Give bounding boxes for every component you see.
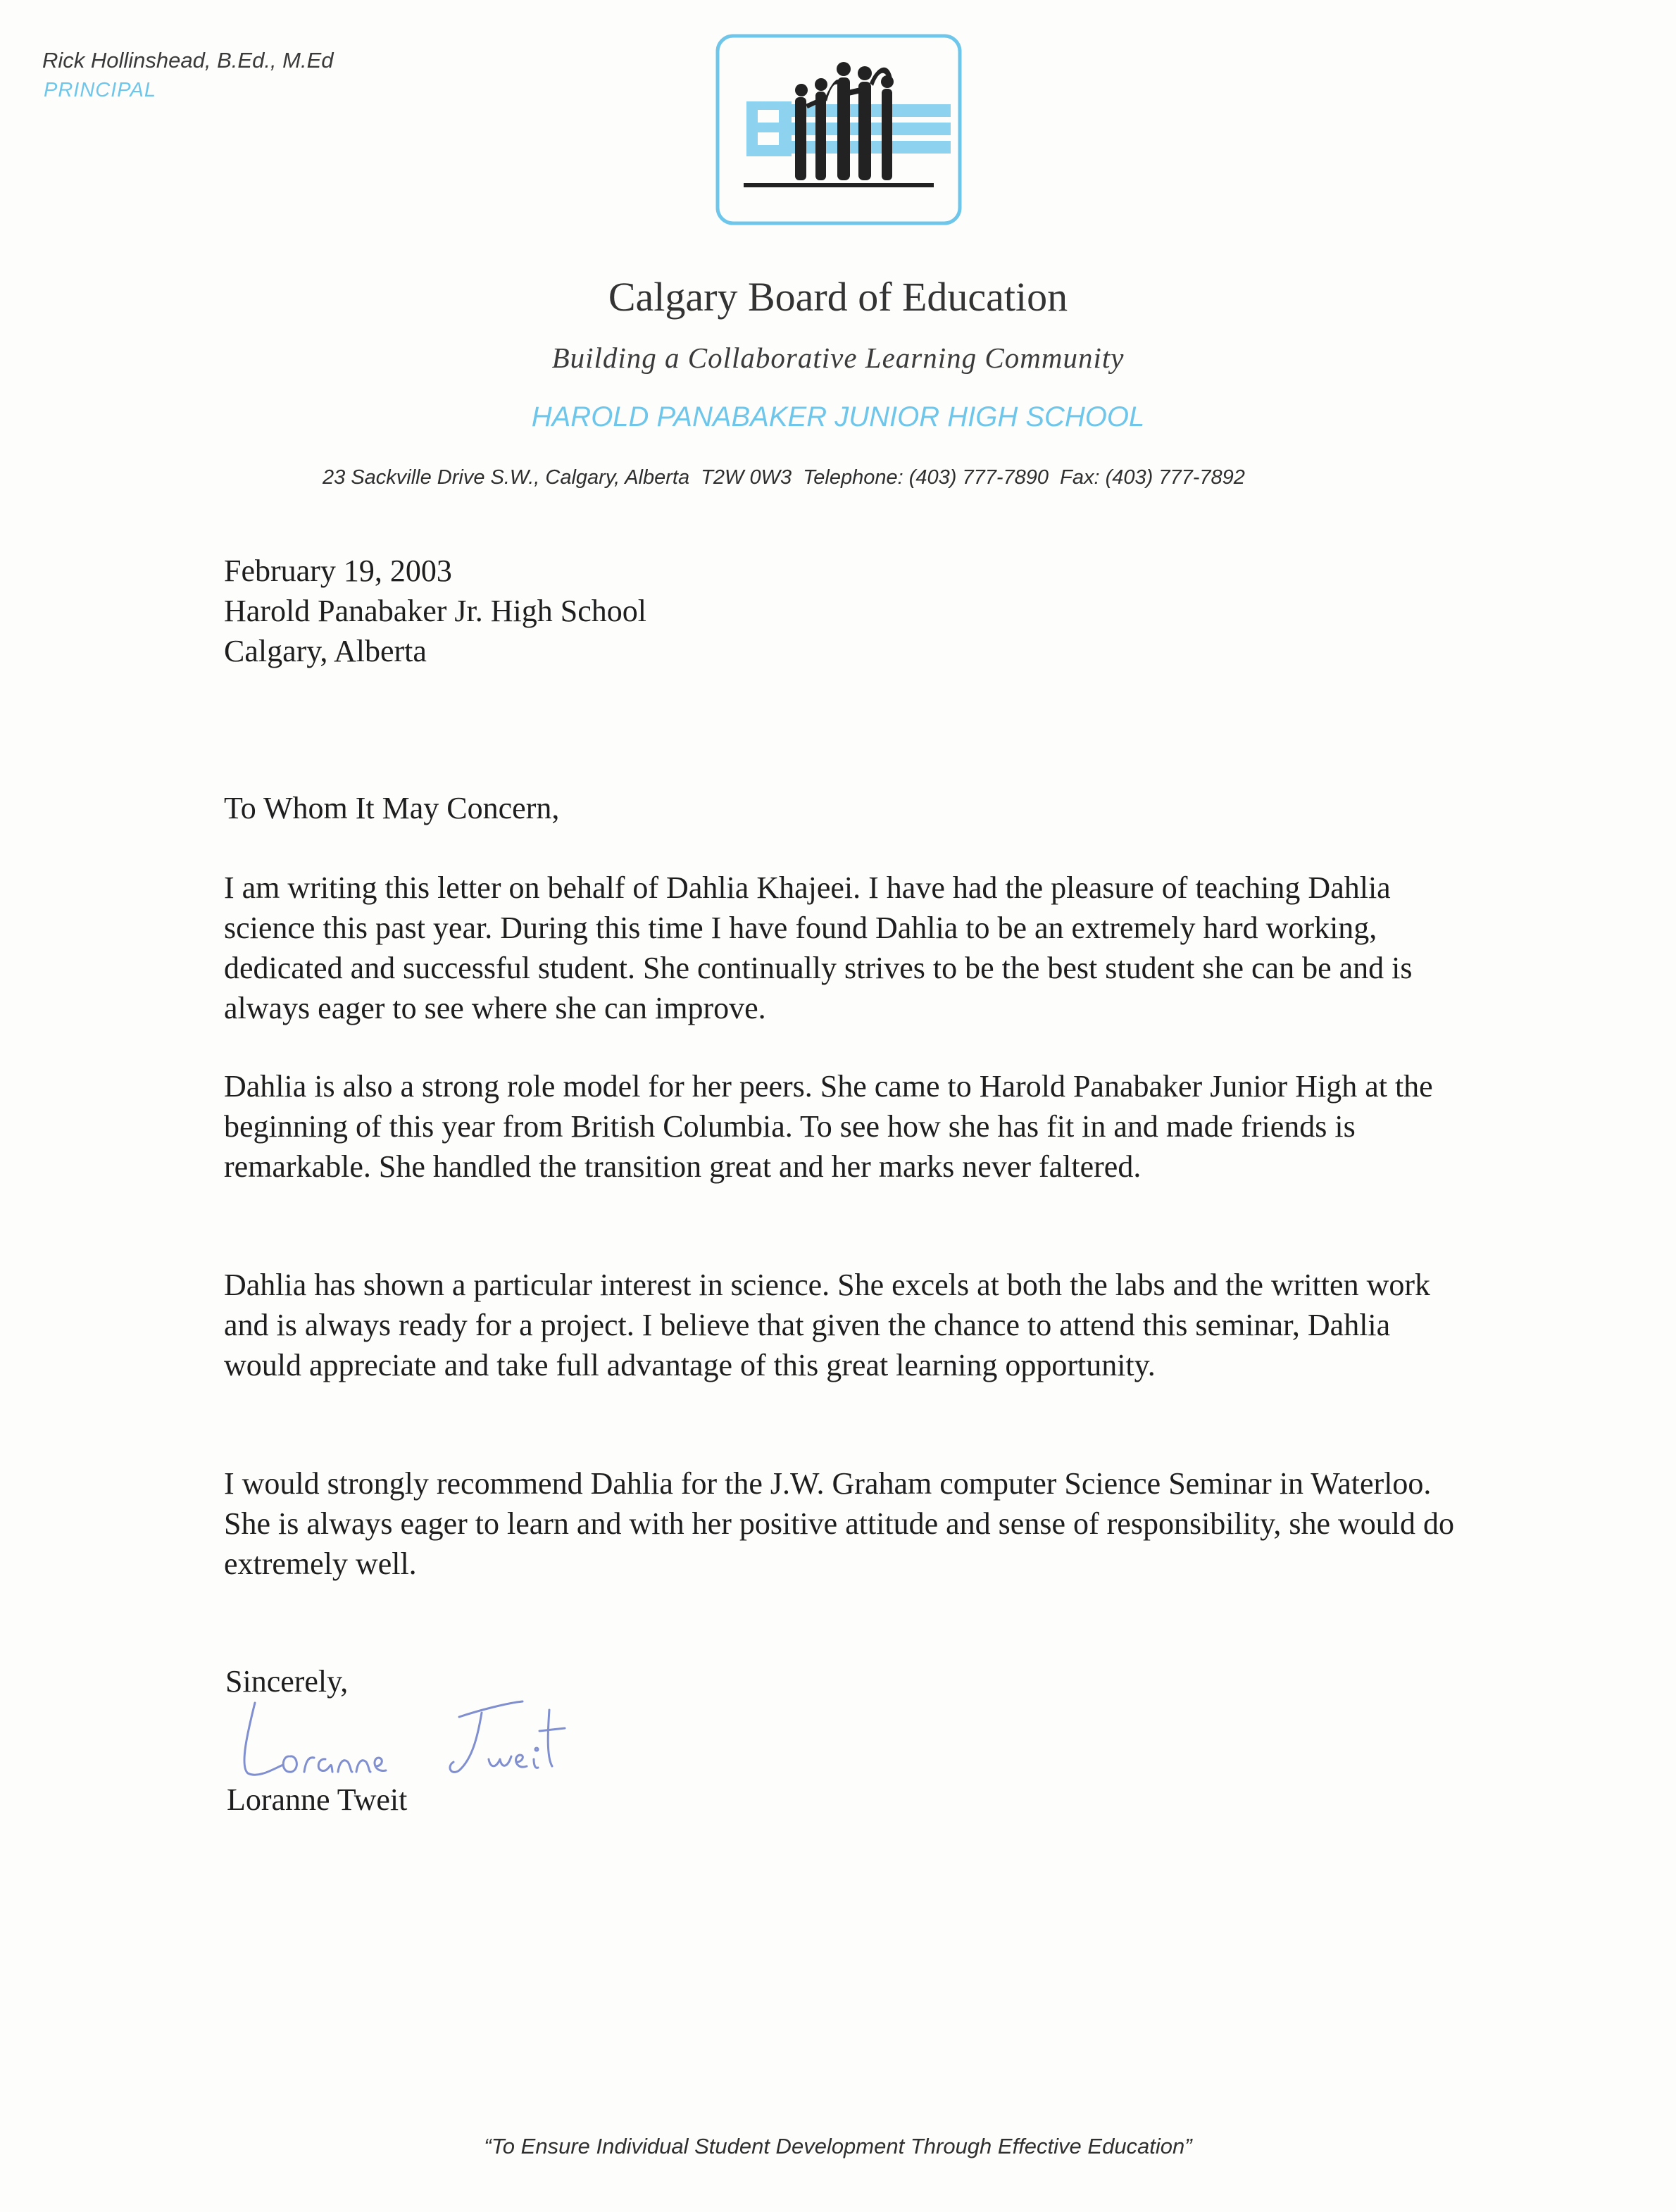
principal-name: Rick Hollinshead, B.Ed., M.Ed [42,48,334,73]
salutation: To Whom It May Concern, [224,791,560,825]
closing: Sincerely, [225,1664,349,1699]
signer-name: Loranne Tweit [227,1782,408,1817]
body-paragraph: I would strongly recommend Dahlia for the J.W. Graham computer Science Seminar in Waterloo. She is always eager to learn and with her positive attitude and sense of responsibility, she would do extremely well. [224,1466,1454,1581]
date-block [224,551,646,671]
organization-name: Calgary Board of Education [608,274,1068,320]
principal-title: PRINCIPAL [44,79,156,101]
school-address: 23 Sackville Drive S.W., Calgary, Alberta T2W 0W3 Telephone: (403) 777-7890 Fax: (403) 777-7892 [323,466,1245,489]
letter-date: February 19, 2003 [224,554,452,588]
body-paragraph: I am writing this letter on behalf of Dahlia Khajeei. I have had the pleasure of teaching Dahlia science this past year. During this time I have found Dahlia to be an extremely hard working, dedicated and successful student. She continually strives to be the best student she can be and is always eager to see where she can improve. [224,870,1413,1025]
body-paragraph: Dahlia has shown a particular interest in science. She excels at both the labs and the written work and is always ready for a project. I believe that given the chance to attend this seminar, Dahlia would appreciate and take full advantage of this great learning opportunity. [224,1268,1431,1382]
sender-city: Calgary, Alberta [224,634,427,668]
organization-motto: Building a Collaborative Learning Community [551,342,1125,374]
body-paragraph: Dahlia is also a strong role model for her peers. She came to Harold Panabaker Junior High at the beginning of this year from British Columbia. To see how she has fit in and made friends is remarkable. She handled the transition great and her marks never faltered. [224,1069,1433,1184]
handwritten-signature [227,1689,621,1794]
board-logo [715,34,962,225]
sender-school: Harold Panabaker Jr. High School [224,594,646,628]
footer-slogan: “To Ensure Individual Student Development Through Effective Education” [484,2134,1192,2158]
school-name: HAROLD PANABAKER JUNIOR HIGH SCHOOL [531,401,1145,432]
